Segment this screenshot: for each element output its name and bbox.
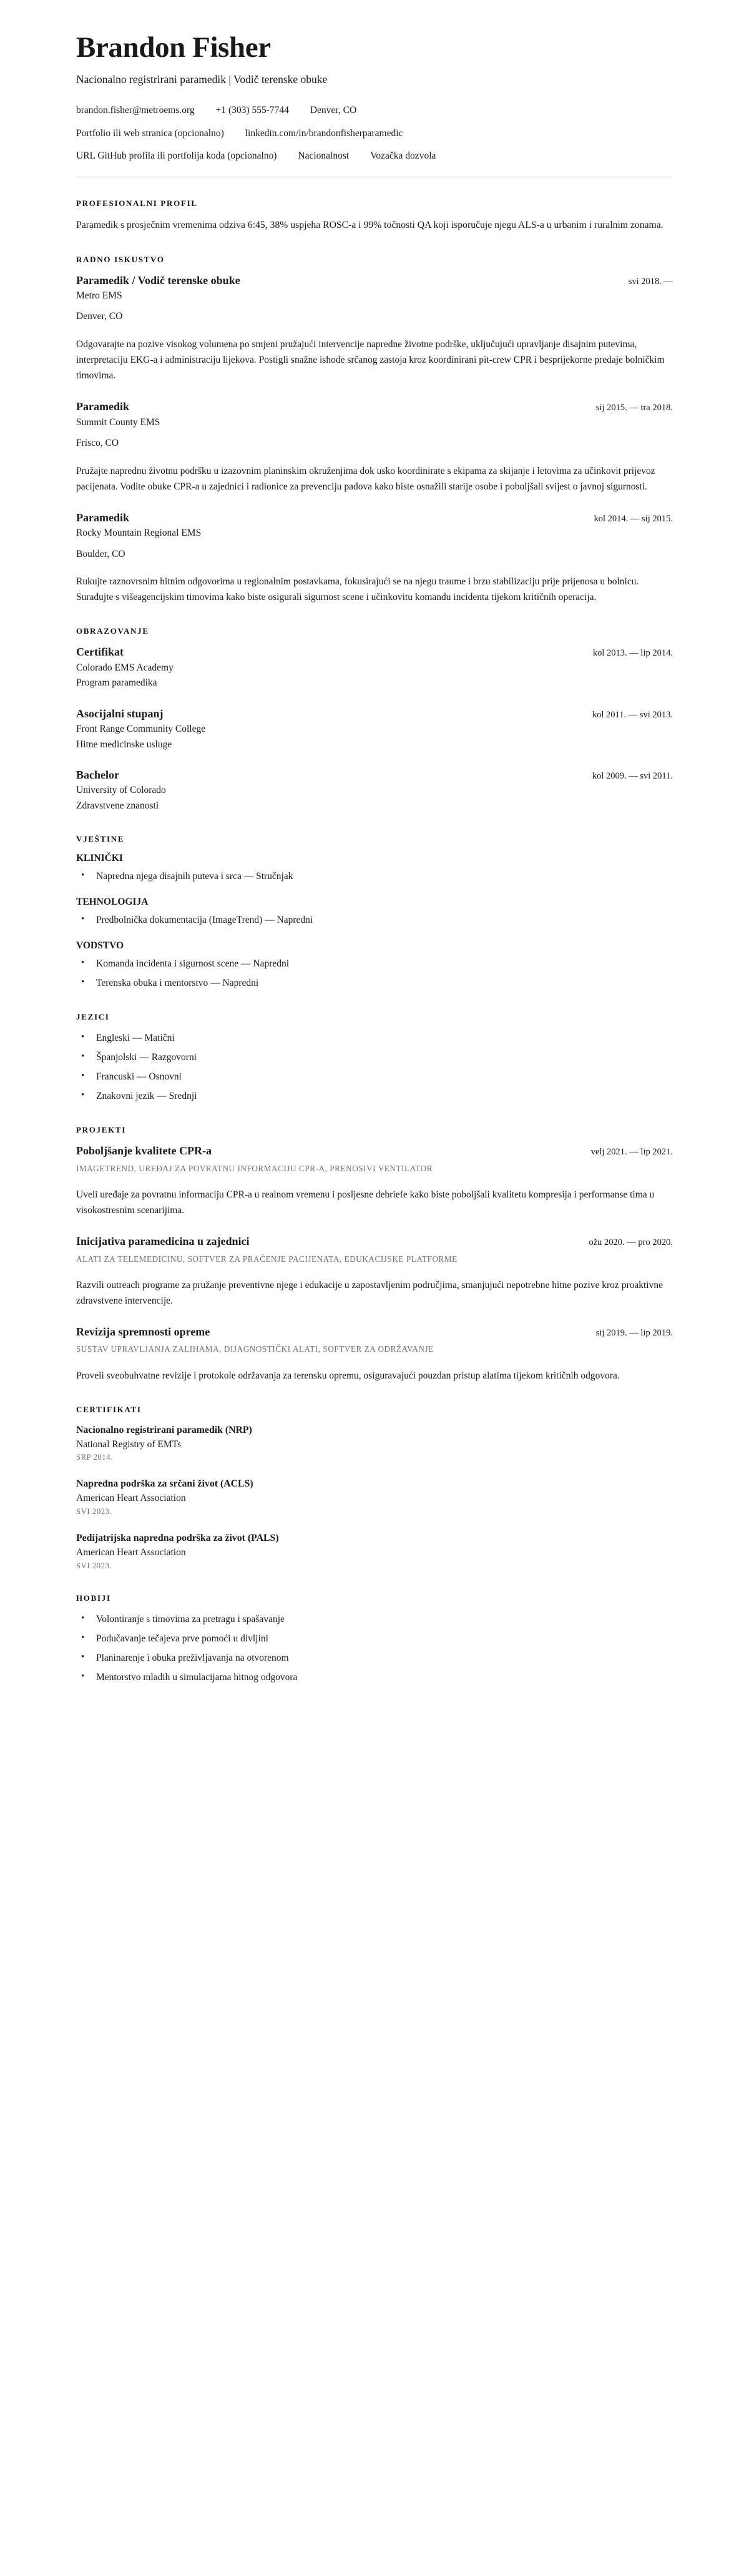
project-entry-head [76, 1325, 673, 1339]
education-entry [76, 707, 673, 752]
hobby-item: • Podučavanje tečajeva prve pomoći u divljini [76, 1631, 673, 1646]
project-description: Razvili outreach programe za pružanje preventivne njege i edukacije u zapostavljenim područjima, smanjujući nepotrebne hitne pozive kroz proaktivne zdravstvene intervencije. [76, 1279, 663, 1306]
certificate-issuer: American Heart Association [76, 1547, 186, 1558]
skill-item: • Terenska obuka i mentorstvo — Napredni [76, 976, 673, 991]
certificate-date: SRP 2014. [76, 1453, 113, 1462]
skill-group-leadership [76, 940, 673, 991]
education-degree: Certifikat [76, 646, 124, 659]
certificate-name: Nacionalno registrirani paramedik (NRP) [76, 1424, 252, 1435]
skill-group-name: KLINIČKI [76, 853, 123, 864]
language-item: • Engleski — Matični [76, 1031, 673, 1046]
experience-date: kol 2014. — sij 2015. [594, 513, 673, 524]
experience-location: Frisco, CO [76, 438, 119, 449]
project-entry [76, 1325, 673, 1384]
education-field: Hitne medicinske usluge [76, 739, 172, 750]
skill-list [76, 869, 673, 884]
skill-list [76, 956, 673, 991]
experience-entry-head [76, 511, 673, 525]
section-languages [76, 1012, 673, 1104]
contact-linkedin[interactable]: linkedin.com/in/brandonfisherparamedic [245, 127, 403, 139]
experience-entry [76, 400, 673, 494]
experience-entry [76, 273, 673, 384]
section-projects [76, 1125, 673, 1383]
education-field: Zdravstvene znanosti [76, 800, 159, 811]
project-keywords: ALATI ZA TELEMEDICINU, SOFTVER ZA PRAĆENJE PACIJENATA, EDUKACIJSKE PLATFORME [76, 1254, 458, 1264]
skill-item: • Komanda incidenta i sigurnost scene — Napredni [76, 956, 673, 971]
project-entry-head [76, 1144, 673, 1158]
certificate-name: Napredna podrška za srčani život (ACLS) [76, 1478, 253, 1490]
language-item: • Španjolski — Razgovorni [76, 1050, 673, 1065]
experience-description: Odgovarajte na pozive visokog volumena po smjeni pružajući intervencije napredne životne podrške, uključujući upravljanje disajnim putevima, interpretaciju EKG-a i administraciju lijekova. Postigli snažne ishode srčanog zastoja kroz koordinirani pit-crew CPR i besprijekorne predaje bolničkim timovima. [76, 338, 665, 381]
education-entry [76, 645, 673, 690]
skill-item: • Predbolnička dokumentacija (ImageTrend) — Napredni [76, 913, 673, 928]
section-title-certificates: CERTIFIKATI [76, 1404, 142, 1414]
section-profile [76, 199, 673, 233]
project-name: Poboljšanje kvalitete CPR-a [76, 1144, 212, 1158]
certificate-issuer: American Heart Association [76, 1493, 186, 1504]
contact-nationality: Nacionalnost [298, 150, 350, 161]
candidate-name: Brandon Fisher [76, 31, 271, 64]
experience-company: Metro EMS [76, 290, 122, 302]
section-title-projects: PROJEKTI [76, 1125, 127, 1135]
contact-row-primary [76, 103, 673, 117]
section-education [76, 626, 673, 813]
experience-location: Boulder, CO [76, 548, 125, 559]
section-title-profile: PROFESIONALNI PROFIL [76, 199, 198, 209]
language-item: • Znakovni jezik — Srednji [76, 1089, 673, 1104]
education-entry [76, 768, 673, 813]
contact-row-links [76, 126, 673, 140]
education-entry-head [76, 768, 673, 782]
education-field: Program paramedika [76, 677, 157, 689]
skill-group-name: TEHNOLOGIJA [76, 897, 149, 908]
section-title-skills: VJEŠTINE [76, 834, 125, 844]
experience-company: Summit County EMS [76, 416, 160, 428]
language-list [76, 1031, 673, 1104]
project-date: velj 2021. — lip 2021. [590, 1147, 673, 1158]
hobby-item: • Planinarenje i obuka preživljavanja na otvorenom [76, 1651, 673, 1666]
project-date: ožu 2020. — pro 2020. [589, 1237, 673, 1248]
hobby-item: • Volontiranje s timovima za pretragu i spašavanje [76, 1612, 673, 1627]
project-name: Inicijativa paramedicina u zajednici [76, 1235, 250, 1248]
contact-email[interactable]: brandon.fisher@metroems.org [76, 105, 195, 116]
experience-role: Paramedik [76, 400, 129, 413]
education-degree: Bachelor [76, 769, 119, 782]
skill-item: • Napredna njega disajnih puteva i srca — Stručnjak [76, 869, 673, 884]
project-description: Uveli uređaje za povratnu informaciju CPR-a u realnom vremenu i posljesne debriefe kako biste poboljšali kvalitetu kompresija i performanse tima u visokostresnim scenarijima. [76, 1189, 655, 1216]
section-title-experience: RADNO ISKUSTVO [76, 254, 165, 264]
resume-header [76, 32, 673, 177]
project-entry [76, 1234, 673, 1309]
hobby-list [76, 1612, 673, 1685]
education-date: kol 2011. — svi 2013. [592, 709, 673, 720]
contact-phone[interactable]: +1 (303) 555-7744 [215, 105, 289, 116]
project-date: sij 2019. — lip 2019. [595, 1327, 673, 1338]
language-item: • Francuski — Osnovni [76, 1069, 673, 1084]
experience-company: Rocky Mountain Regional EMS [76, 528, 202, 539]
experience-entry-head [76, 273, 673, 288]
skill-list [76, 913, 673, 928]
certificate-name: Pedijatrijska napredna podrška za život (PALS) [76, 1533, 279, 1544]
section-experience [76, 255, 673, 606]
contact-location: Denver, CO [310, 105, 357, 116]
experience-location: Denver, CO [76, 311, 123, 322]
experience-entry [76, 511, 673, 606]
certificate-date: SVI 2023. [76, 1507, 112, 1517]
project-entry [76, 1144, 673, 1218]
section-skills [76, 834, 673, 991]
candidate-headline: Nacionalno registrirani paramedik | Vodič terenske obuke [76, 72, 328, 86]
project-entry-head [76, 1234, 673, 1249]
project-name: Revizija spremnosti opreme [76, 1325, 210, 1338]
section-hobbies [76, 1593, 673, 1685]
experience-description: Pružajte naprednu životnu podršku u izazovnim planinskim okruženjima dok usko koordinirate s ekipama za skijanje i letovima za učinkovit prijevoz pacijenata. Vodite obuke CPR-a u zajednici i radionice za prevenciju padova kako biste osnažili starije osobe i poboljšali svijest o javnoj sigurnosti. [76, 465, 655, 492]
certificate-date: SVI 2023. [76, 1561, 112, 1570]
education-date: kol 2013. — lip 2014. [592, 648, 673, 659]
education-school: University of Colorado [76, 785, 166, 796]
education-date: kol 2009. — svi 2011. [592, 771, 673, 782]
contact-portfolio[interactable]: Portfolio ili web stranica (opcionalno) [76, 127, 224, 139]
certificate-entry [76, 1477, 673, 1518]
education-entry-head [76, 707, 673, 721]
project-description: Proveli sveobuhvatne revizije i protokole održavanja za terensku opremu, osiguravajući pouzdan pristup alatima tijekom kritičnih odgovora. [76, 1370, 620, 1381]
experience-role: Paramedik / Vodič terenske obuke [76, 273, 240, 287]
certificate-entry [76, 1423, 673, 1464]
education-degree: Asocijalni stupanj [76, 707, 164, 720]
contact-driving-license: Vozačka dozvola [370, 150, 436, 161]
contact-row-extra [76, 149, 673, 163]
certificate-issuer: National Registry of EMTs [76, 1438, 182, 1450]
experience-date: sij 2015. — tra 2018. [595, 403, 673, 413]
experience-entry-head [76, 400, 673, 414]
section-title-education: OBRAZOVANJE [76, 626, 149, 636]
experience-description: Rukujte raznovrsnim hitnim odgovorima u regionalnim postavkama, fokusirajući se na njegu traume i brzu stabilizaciju prije prijenosa u bolnicu. Surađujte s višeagencijskim timovima kako biste osigurali sigurnost scene i učinkovitu komandu incidenta tijekom kritičnih operacija. [76, 576, 639, 603]
section-title-hobbies: HOBIJI [76, 1593, 111, 1603]
section-title-languages: JEZICI [76, 1012, 110, 1022]
education-entry-head [76, 645, 673, 659]
contact-github[interactable]: URL GitHub profila ili portfolija koda (opcionalno) [76, 150, 277, 161]
skill-group-clinical [76, 853, 673, 884]
skill-group-name: VODSTVO [76, 940, 124, 951]
section-certificates [76, 1405, 673, 1572]
hobby-item: • Mentorstvo mladih u simulacijama hitnog odgovora [76, 1670, 673, 1685]
project-keywords: IMAGETREND, UREĐAJ ZA POVRATNU INFORMACIJU CPR-A, PRENOSIVI VENTILATOR [76, 1163, 433, 1173]
experience-role: Paramedik [76, 511, 129, 524]
experience-date: svi 2018. — [628, 276, 673, 287]
certificate-entry [76, 1531, 673, 1572]
skill-group-technology [76, 897, 673, 928]
profile-text: Paramedik s prosječnim vremenima odziva 6:45, 38% uspjeha ROSC-a i 99% točnosti QA koji isporučuje njegu ALS-a u urbanim i ruralnim zonama. [76, 220, 663, 231]
education-school: Colorado EMS Academy [76, 662, 174, 673]
project-keywords: SUSTAV UPRAVLJANJA ZALIHAMA, DIJAGNOSTIČKI ALATI, SOFTVER ZA ODRŽAVANJE [76, 1344, 434, 1354]
education-school: Front Range Community College [76, 724, 206, 735]
